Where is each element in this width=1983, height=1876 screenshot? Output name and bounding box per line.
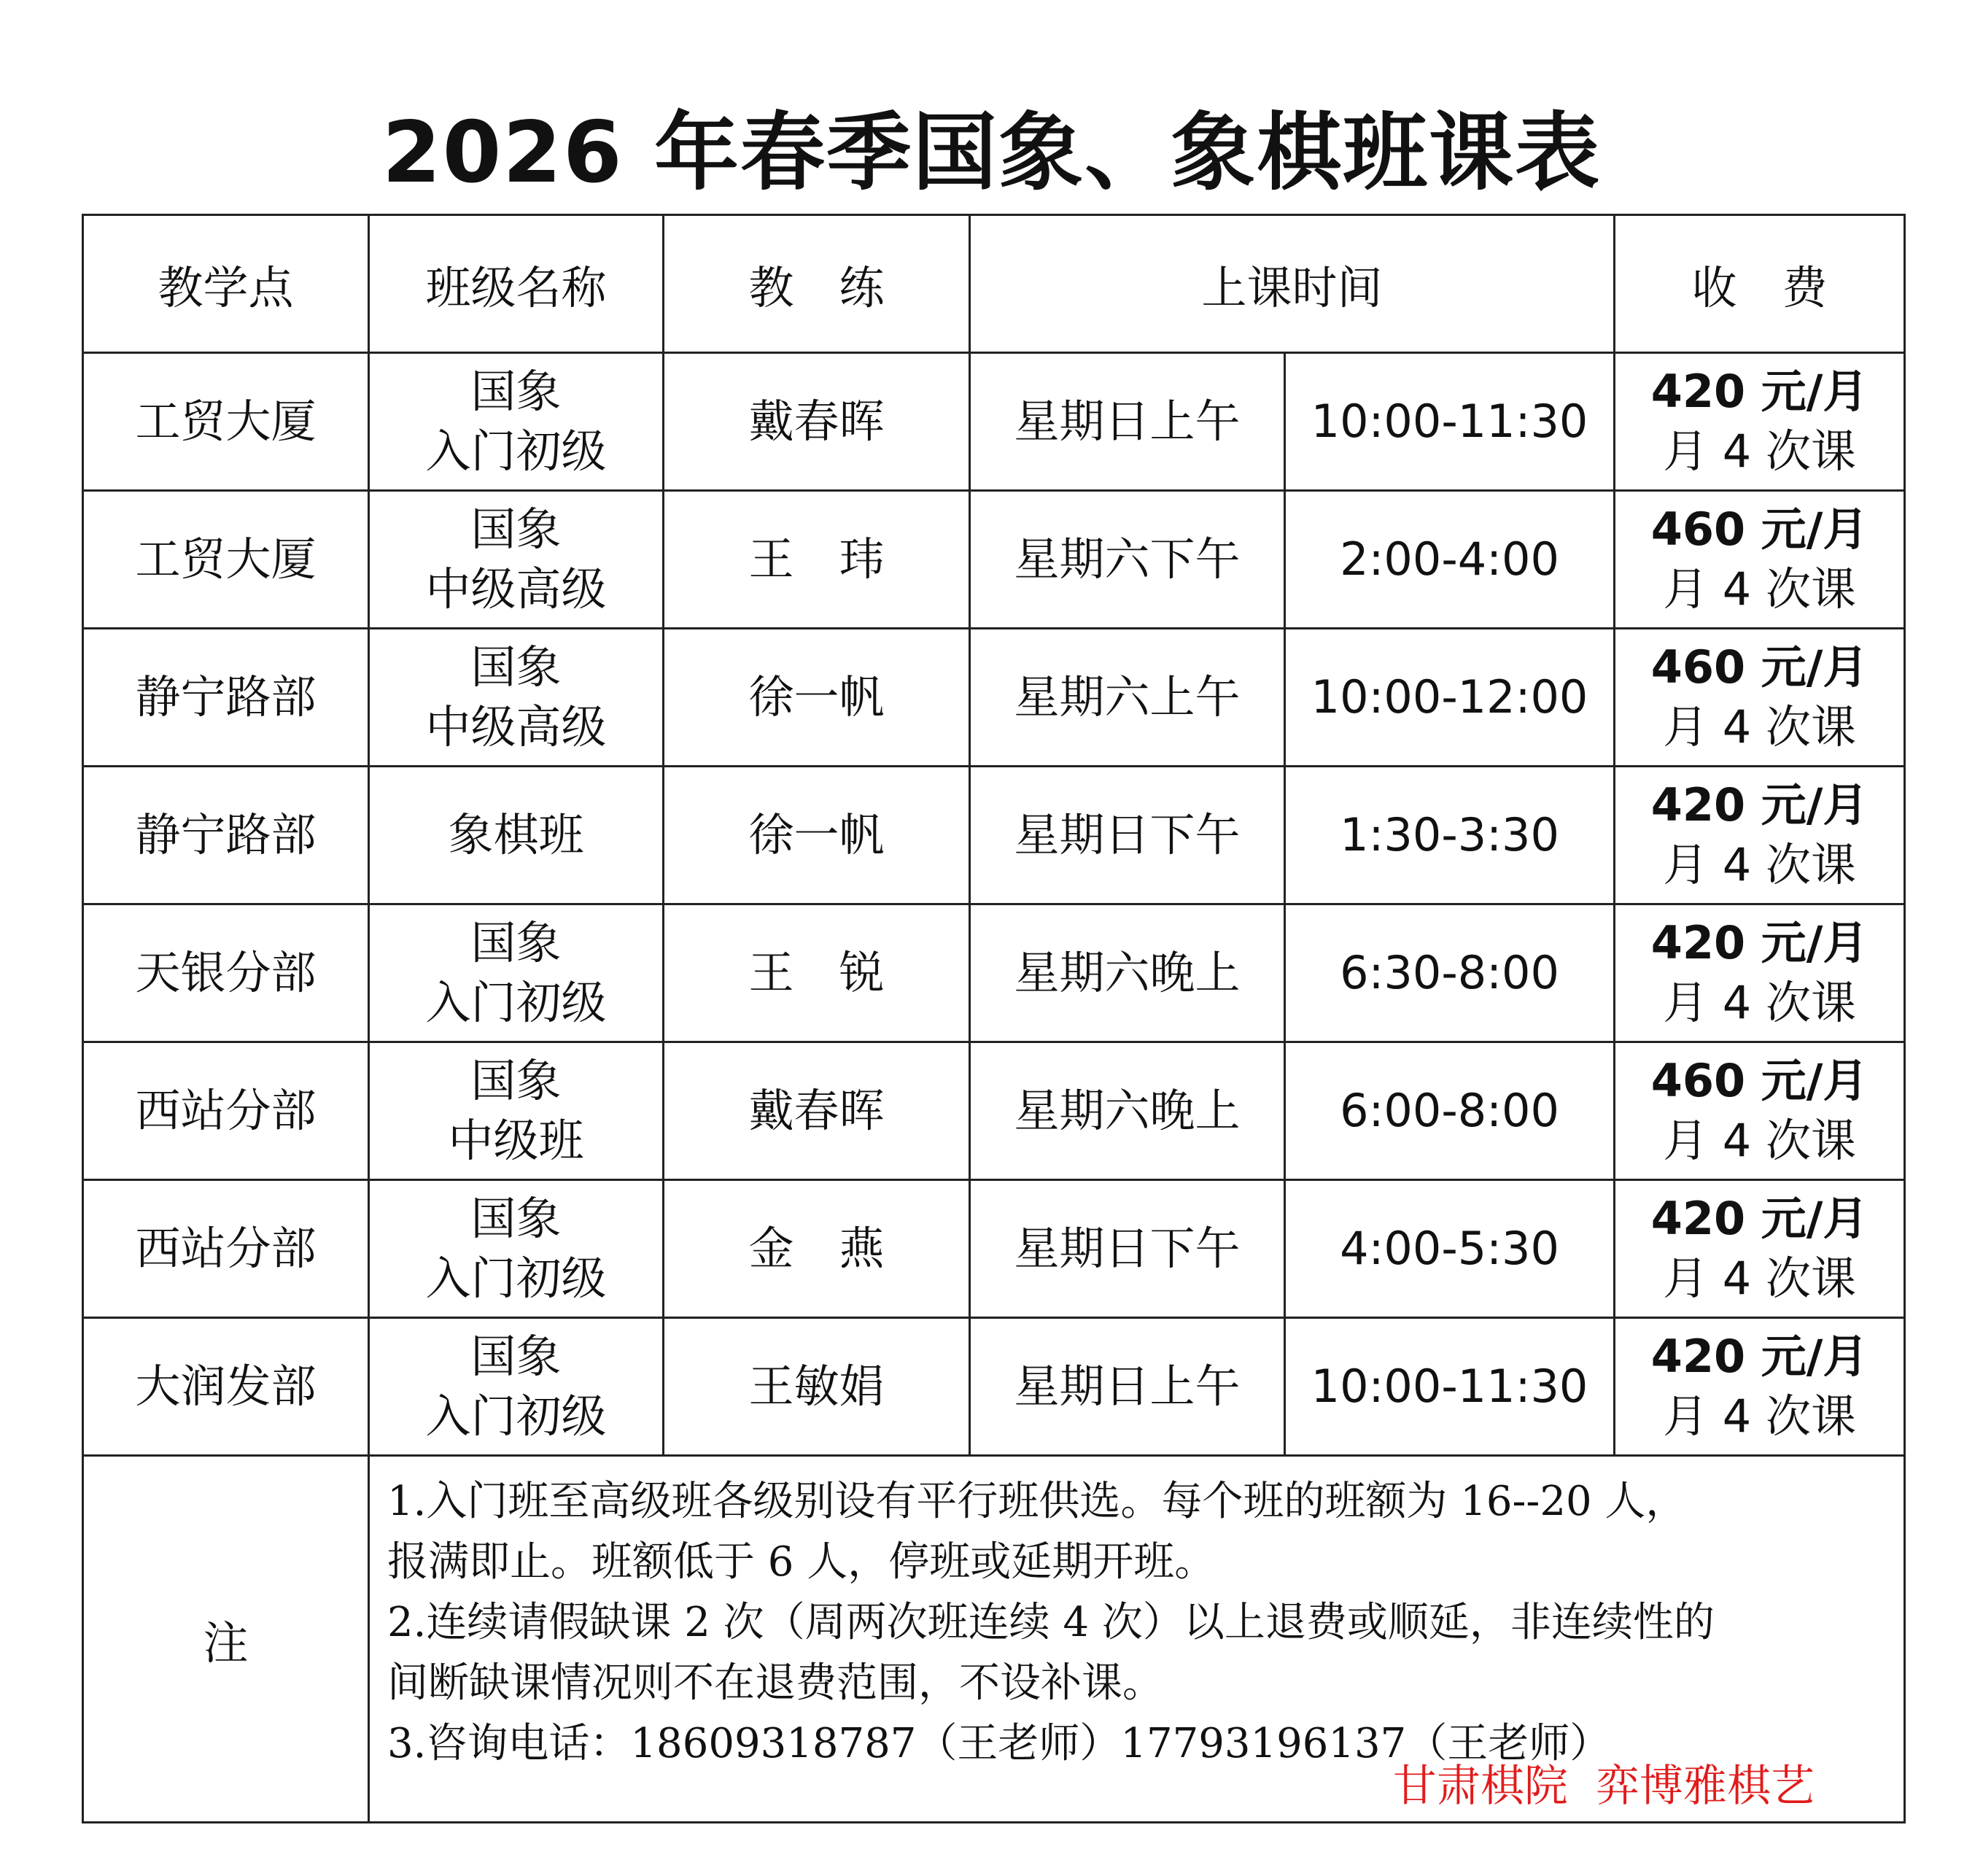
cell-location: 大润发部 — [83, 1318, 369, 1456]
class-name-line1: 国象 — [470, 1330, 562, 1383]
cell-location: 静宁路部 — [83, 629, 369, 767]
cell-fee — [1615, 629, 1905, 767]
fee-frequency: 月 4 次课 — [1663, 425, 1856, 478]
fee-frequency: 月 4 次课 — [1663, 562, 1856, 616]
cell-fee — [1615, 353, 1905, 491]
fee-amount: 460 元/月 — [1650, 640, 1868, 694]
cell-time: 10:00-12:00 — [1285, 629, 1615, 767]
cell-coach: 徐一帆 — [664, 767, 970, 904]
fee-frequency: 月 4 次课 — [1663, 1114, 1856, 1167]
fee-frequency: 月 4 次课 — [1663, 976, 1856, 1029]
header-time: 上课时间 — [970, 215, 1615, 353]
cell-class-name — [369, 353, 664, 491]
table-row — [83, 904, 1905, 1042]
notes-row — [83, 1456, 1905, 1823]
class-name-line2: 中级班 — [448, 1114, 584, 1167]
fee-frequency: 月 4 次课 — [1663, 1252, 1856, 1305]
note-line: 2.连续请假缺课 2 次（周两次班连续 4 次）以上退费或顺延，非连续性的 — [387, 1599, 1715, 1646]
class-name-line2: 中级高级 — [425, 562, 607, 616]
schedule-body — [83, 353, 1905, 1456]
class-name-line1: 象棋班 — [448, 808, 584, 861]
header-fee: 收 费 — [1615, 215, 1905, 353]
class-name-line1: 国象 — [470, 365, 562, 418]
class-name-line1: 国象 — [470, 1192, 562, 1245]
class-name-line2: 入门初级 — [425, 1389, 607, 1443]
cell-coach: 金 燕 — [664, 1180, 970, 1318]
fee-amount: 460 元/月 — [1650, 1054, 1868, 1107]
page-title: 2026 年春季国象、象棋班课表 — [381, 104, 1602, 202]
table-row — [83, 491, 1905, 629]
cell-coach: 戴春晖 — [664, 1042, 970, 1180]
cell-fee — [1615, 1042, 1905, 1180]
brand-signature: 甘肃棋院 弈博雅棋艺 — [1392, 1761, 1815, 1812]
table-row — [83, 767, 1905, 904]
class-name-line1: 国象 — [470, 503, 562, 556]
note-line: 3.咨询电话：18609318787（王老师）17793196137（王老师） — [387, 1720, 1611, 1767]
cell-fee — [1615, 767, 1905, 904]
cell-day: 星期六晚上 — [970, 1042, 1285, 1180]
cell-class-name — [369, 904, 664, 1042]
cell-class-name — [369, 1180, 664, 1318]
cell-day: 星期日下午 — [970, 767, 1285, 904]
fee-frequency: 月 4 次课 — [1663, 1389, 1856, 1443]
note-line: 1.入门班至高级班各级别设有平行班供选。每个班的班额为 16--20 人， — [387, 1478, 1687, 1525]
header-coach: 教 练 — [664, 215, 970, 353]
header-row — [83, 215, 1905, 353]
fee-amount: 420 元/月 — [1650, 1192, 1868, 1245]
cell-day: 星期六下午 — [970, 491, 1285, 629]
cell-time: 6:00-8:00 — [1285, 1042, 1615, 1180]
cell-class-name — [369, 1318, 664, 1456]
cell-fee — [1615, 1318, 1905, 1456]
cell-location: 天银分部 — [83, 904, 369, 1042]
notes-content — [369, 1456, 1905, 1823]
class-name-line2: 入门初级 — [425, 1252, 607, 1305]
class-name-line1: 国象 — [470, 1054, 562, 1107]
schedule-table — [82, 214, 1906, 1823]
notes-label: 注 — [83, 1456, 369, 1823]
fee-amount: 420 元/月 — [1650, 778, 1868, 832]
fee-frequency: 月 4 次课 — [1663, 700, 1856, 753]
fee-amount: 420 元/月 — [1650, 916, 1868, 969]
note-line: 报满即止。班额低于 6 人，停班或延期开班。 — [387, 1538, 1216, 1586]
class-name-line2: 中级高级 — [425, 700, 607, 753]
cell-coach: 戴春晖 — [664, 353, 970, 491]
cell-day: 星期六上午 — [970, 629, 1285, 767]
cell-class-name — [369, 767, 664, 904]
cell-day: 星期日上午 — [970, 1318, 1285, 1456]
cell-fee — [1615, 904, 1905, 1042]
cell-location: 工贸大厦 — [83, 491, 369, 629]
cell-location: 西站分部 — [83, 1180, 369, 1318]
cell-coach: 王 玮 — [664, 491, 970, 629]
table-row — [83, 1318, 1905, 1456]
cell-fee — [1615, 491, 1905, 629]
class-name-line1: 国象 — [470, 640, 562, 694]
cell-day: 星期日上午 — [970, 353, 1285, 491]
cell-location: 工贸大厦 — [83, 353, 369, 491]
cell-time: 2:00-4:00 — [1285, 491, 1615, 629]
cell-class-name — [369, 1042, 664, 1180]
table-row — [83, 1180, 1905, 1318]
cell-day: 星期日下午 — [970, 1180, 1285, 1318]
table-row — [83, 353, 1905, 491]
cell-time: 4:00-5:30 — [1285, 1180, 1615, 1318]
table-row — [83, 629, 1905, 767]
cell-class-name — [369, 491, 664, 629]
fee-amount: 420 元/月 — [1650, 1330, 1868, 1383]
fee-amount: 420 元/月 — [1650, 365, 1868, 418]
fee-amount: 460 元/月 — [1650, 503, 1868, 556]
cell-location: 西站分部 — [83, 1042, 369, 1180]
header-class-name: 班级名称 — [369, 215, 664, 353]
cell-day: 星期六晚上 — [970, 904, 1285, 1042]
class-name-line2: 入门初级 — [425, 425, 607, 478]
cell-class-name — [369, 629, 664, 767]
cell-location: 静宁路部 — [83, 767, 369, 904]
class-name-line1: 国象 — [470, 916, 562, 969]
cell-time: 6:30-8:00 — [1285, 904, 1615, 1042]
cell-coach: 徐一帆 — [664, 629, 970, 767]
note-line: 间断缺课情况则不在退费范围，不设补课。 — [387, 1659, 1163, 1707]
cell-coach: 王 锐 — [664, 904, 970, 1042]
cell-fee — [1615, 1180, 1905, 1318]
cell-time: 1:30-3:30 — [1285, 767, 1615, 904]
cell-coach: 王敏娟 — [664, 1318, 970, 1456]
cell-time: 10:00-11:30 — [1285, 353, 1615, 491]
fee-frequency: 月 4 次课 — [1663, 838, 1856, 891]
header-location: 教学点 — [83, 215, 369, 353]
cell-time: 10:00-11:30 — [1285, 1318, 1615, 1456]
class-name-line2: 入门初级 — [425, 976, 607, 1029]
table-row — [83, 1042, 1905, 1180]
